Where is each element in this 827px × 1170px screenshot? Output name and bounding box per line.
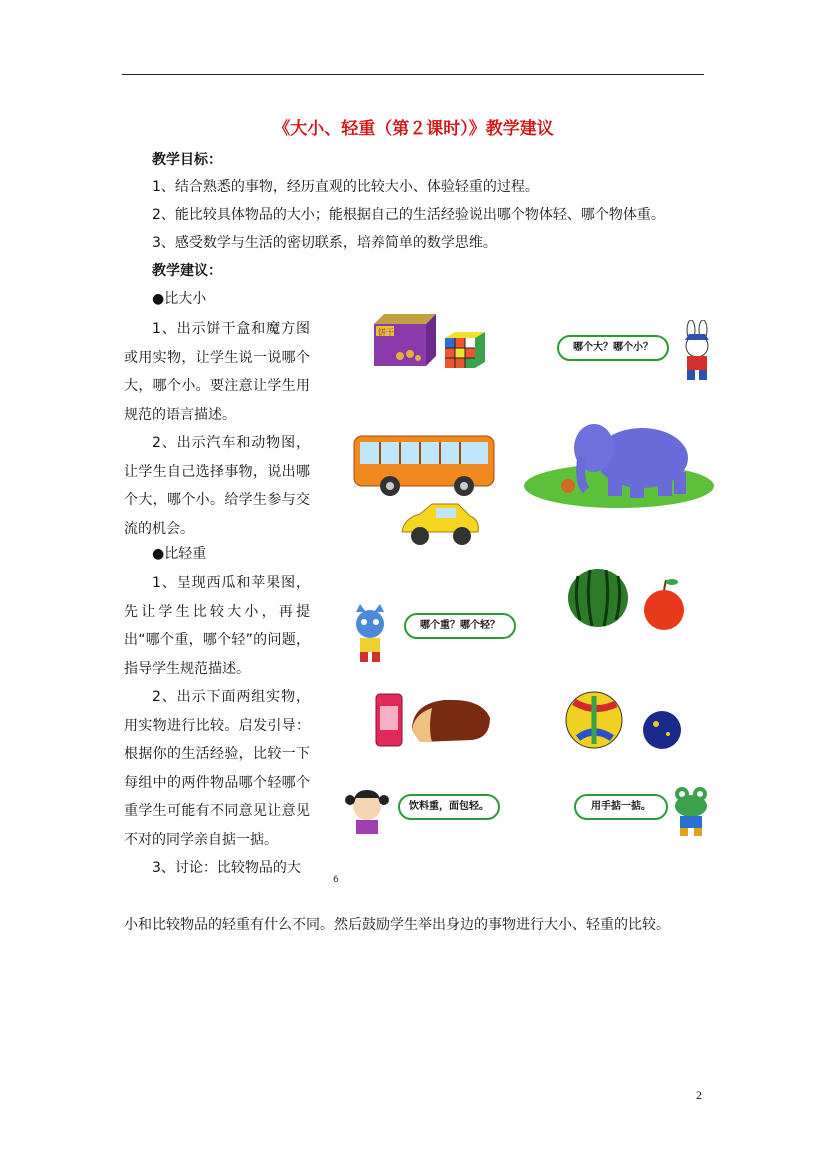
- s3-paragraph-end: [124, 911, 694, 940]
- section2-heading: ●比轻重: [152, 546, 207, 562]
- goal-3: 3、感受数学与生活的密切联系，培养简单的数学思维。: [152, 235, 497, 251]
- speech-bubble-weight: 哪个重？哪个轻？: [404, 613, 516, 639]
- balls-image: [564, 690, 688, 752]
- drink-bread-image: [372, 690, 494, 750]
- bus-image: [352, 432, 498, 498]
- rubiks-cube-image: [443, 330, 489, 370]
- goals-heading: 教学目标：: [152, 152, 222, 168]
- s2-paragraph-2: 2、出示下面两组实物，用实物进行比较。启发引导：根据你的生活经验，比较一下每组中的两件物品哪个轻哪个重学生可能有不同意见让意见不对的同学亲自掂一掂。: [124, 689, 310, 848]
- watermelon-apple-image: [566, 566, 690, 632]
- s3-text: 小和比较物品的轻重有什么不同。然后鼓励学生举出身边的事物进行大小、轻重的比较。: [124, 917, 670, 933]
- section2-text: [124, 569, 310, 883]
- section1-heading: ●比大小: [152, 291, 207, 307]
- biscuit-box-image: [370, 312, 440, 368]
- goal-2: 2、能比较具体物品的大小；能根据自己的生活经验说出哪个物体轻、哪个物体重。: [152, 207, 665, 223]
- s1-paragraph-2: 2、出示汽车和动物图，让学生自己选择事物，说出哪个大，哪个小。给学生参与交流的机会。: [124, 435, 310, 537]
- s2-paragraph-1: 1、呈现西瓜和苹果图，先让学生比较大小，再提出“哪个重，哪个轻”的问题，指导学生规范描述。: [124, 575, 310, 677]
- section1-text: [124, 315, 310, 543]
- car-image: [398, 500, 482, 548]
- advice-heading: 教学建议：: [152, 263, 222, 279]
- rabbit-mascot-image: [675, 320, 723, 382]
- s1-paragraph-1: 1、出示饼干盒和魔方图或用实物，让学生说一说哪个大，哪个小。要注意让学生用规范的语言描述。: [124, 321, 310, 423]
- girl-mascot-image: [342, 784, 392, 836]
- elephant-scene-image: [522, 412, 716, 508]
- speech-bubble-hand: 用手掂一掂。: [574, 794, 668, 820]
- cat-mascot-image: [344, 604, 396, 666]
- s3-paragraph-start: 3、讨论：比较物品的大: [152, 860, 301, 876]
- page-number: 2: [696, 1088, 702, 1102]
- frog-mascot-image: [668, 784, 714, 838]
- speech-bubble-drink: 饮料重，面包轻。: [398, 794, 500, 820]
- goal-1: 1、结合熟悉的事物，经历直观的比较大小、体验轻重的过程。: [152, 179, 539, 195]
- page-title: 《大小、轻重（第２课时）》教学建议: [273, 119, 554, 139]
- header-rule: [122, 74, 704, 75]
- box-label: 饼干: [378, 328, 394, 337]
- textbook-page-number: 6: [333, 875, 339, 885]
- speech-bubble-size: 哪个大？哪个小？: [557, 335, 669, 361]
